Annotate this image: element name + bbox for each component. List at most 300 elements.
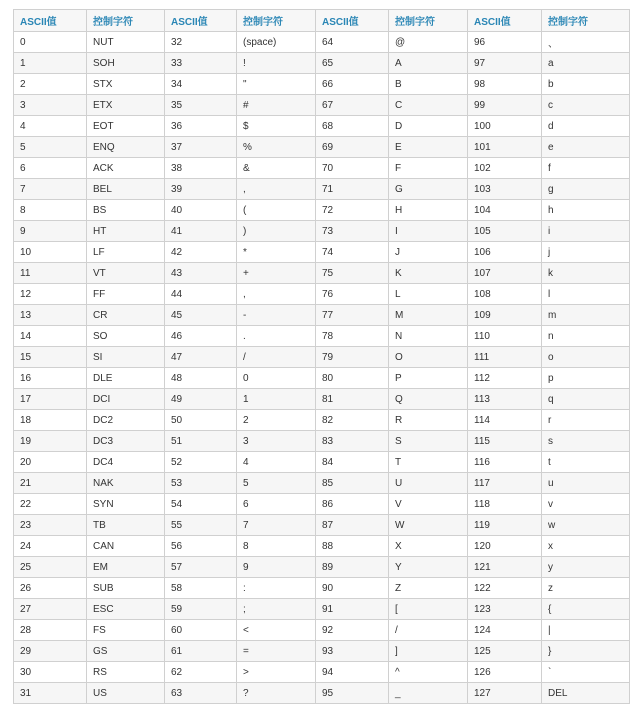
ascii-value-cell: 12	[14, 284, 87, 305]
ascii-value-cell: 121	[468, 557, 542, 578]
ascii-value-cell: 5	[14, 137, 87, 158]
control-char-cell: !	[237, 53, 316, 74]
table-row	[14, 368, 630, 389]
control-char-cell: [	[389, 599, 468, 620]
ascii-value-cell: 57	[165, 557, 237, 578]
control-char-cell: &	[237, 158, 316, 179]
control-char-cell: L	[389, 284, 468, 305]
control-char-cell: 2	[237, 410, 316, 431]
ascii-value-cell: 96	[468, 32, 542, 53]
ascii-value-cell: 101	[468, 137, 542, 158]
control-char-cell: P	[389, 368, 468, 389]
ascii-value-cell: 77	[316, 305, 389, 326]
ascii-value-cell: 26	[14, 578, 87, 599]
control-char-cell: E	[389, 137, 468, 158]
ascii-value-cell: 124	[468, 620, 542, 641]
ascii-value-cell: 125	[468, 641, 542, 662]
table-row	[14, 137, 630, 158]
ascii-value-cell: 32	[165, 32, 237, 53]
ascii-value-cell: 55	[165, 515, 237, 536]
control-char-cell: 7	[237, 515, 316, 536]
ascii-value-cell: 66	[316, 74, 389, 95]
header-control-char: 控制字符	[542, 10, 630, 32]
ascii-value-cell: 102	[468, 158, 542, 179]
control-char-cell: VT	[87, 263, 165, 284]
ascii-value-cell: 75	[316, 263, 389, 284]
ascii-value-cell: 112	[468, 368, 542, 389]
ascii-value-cell: 46	[165, 326, 237, 347]
control-char-cell: r	[542, 410, 630, 431]
ascii-value-cell: 2	[14, 74, 87, 95]
ascii-value-cell: 34	[165, 74, 237, 95]
control-char-cell: 0	[237, 368, 316, 389]
ascii-value-cell: 81	[316, 389, 389, 410]
table-row	[14, 641, 630, 662]
table-body	[14, 32, 630, 704]
control-char-cell: a	[542, 53, 630, 74]
control-char-cell: o	[542, 347, 630, 368]
table-row	[14, 410, 630, 431]
ascii-value-cell: 115	[468, 431, 542, 452]
ascii-value-cell: 116	[468, 452, 542, 473]
control-char-cell: g	[542, 179, 630, 200]
table-row	[14, 74, 630, 95]
ascii-value-cell: 85	[316, 473, 389, 494]
control-char-cell: d	[542, 116, 630, 137]
control-char-cell: =	[237, 641, 316, 662]
ascii-value-cell: 39	[165, 179, 237, 200]
ascii-value-cell: 38	[165, 158, 237, 179]
ascii-value-cell: 7	[14, 179, 87, 200]
control-char-cell: k	[542, 263, 630, 284]
ascii-value-cell: 16	[14, 368, 87, 389]
control-char-cell: DC4	[87, 452, 165, 473]
table-row	[14, 53, 630, 74]
ascii-value-cell: 58	[165, 578, 237, 599]
table-row	[14, 95, 630, 116]
table-row	[14, 179, 630, 200]
ascii-value-cell: 59	[165, 599, 237, 620]
control-char-cell: M	[389, 305, 468, 326]
control-char-cell: HT	[87, 221, 165, 242]
header-ascii-value: ASCII值	[316, 10, 389, 32]
ascii-value-cell: 90	[316, 578, 389, 599]
control-char-cell: SOH	[87, 53, 165, 74]
control-char-cell: `	[542, 662, 630, 683]
control-char-cell: ETX	[87, 95, 165, 116]
ascii-value-cell: 88	[316, 536, 389, 557]
ascii-value-cell: 33	[165, 53, 237, 74]
control-char-cell: N	[389, 326, 468, 347]
table-row	[14, 221, 630, 242]
table-row	[14, 158, 630, 179]
ascii-value-cell: 60	[165, 620, 237, 641]
control-char-cell: I	[389, 221, 468, 242]
control-char-cell: T	[389, 452, 468, 473]
ascii-value-cell: 117	[468, 473, 542, 494]
control-char-cell: J	[389, 242, 468, 263]
ascii-value-cell: 53	[165, 473, 237, 494]
control-char-cell: ENQ	[87, 137, 165, 158]
ascii-value-cell: 63	[165, 683, 237, 704]
control-char-cell: @	[389, 32, 468, 53]
control-char-cell: FS	[87, 620, 165, 641]
control-char-cell: SO	[87, 326, 165, 347]
control-char-cell: w	[542, 515, 630, 536]
ascii-value-cell: 84	[316, 452, 389, 473]
ascii-value-cell: 91	[316, 599, 389, 620]
ascii-value-cell: 4	[14, 116, 87, 137]
control-char-cell: v	[542, 494, 630, 515]
ascii-value-cell: 35	[165, 95, 237, 116]
control-char-cell: j	[542, 242, 630, 263]
ascii-value-cell: 103	[468, 179, 542, 200]
ascii-value-cell: 110	[468, 326, 542, 347]
ascii-value-cell: 70	[316, 158, 389, 179]
ascii-value-cell: 74	[316, 242, 389, 263]
control-char-cell: 6	[237, 494, 316, 515]
table-row	[14, 32, 630, 53]
ascii-value-cell: 118	[468, 494, 542, 515]
control-char-cell: W	[389, 515, 468, 536]
ascii-value-cell: 100	[468, 116, 542, 137]
ascii-value-cell: 78	[316, 326, 389, 347]
ascii-value-cell: 64	[316, 32, 389, 53]
control-char-cell: U	[389, 473, 468, 494]
table-row	[14, 620, 630, 641]
control-char-cell: ACK	[87, 158, 165, 179]
table-row	[14, 305, 630, 326]
control-char-cell: BS	[87, 200, 165, 221]
control-char-cell: H	[389, 200, 468, 221]
ascii-value-cell: 83	[316, 431, 389, 452]
ascii-value-cell: 98	[468, 74, 542, 95]
ascii-value-cell: 21	[14, 473, 87, 494]
control-char-cell: <	[237, 620, 316, 641]
control-char-cell: )	[237, 221, 316, 242]
control-char-cell: f	[542, 158, 630, 179]
table-row	[14, 431, 630, 452]
ascii-value-cell: 93	[316, 641, 389, 662]
table-row	[14, 326, 630, 347]
ascii-value-cell: 79	[316, 347, 389, 368]
control-char-cell: DC3	[87, 431, 165, 452]
ascii-value-cell: 44	[165, 284, 237, 305]
control-char-cell: .	[237, 326, 316, 347]
control-char-cell: ^	[389, 662, 468, 683]
control-char-cell: BEL	[87, 179, 165, 200]
ascii-value-cell: 95	[316, 683, 389, 704]
ascii-value-cell: 51	[165, 431, 237, 452]
control-char-cell: s	[542, 431, 630, 452]
control-char-cell: SUB	[87, 578, 165, 599]
ascii-value-cell: 40	[165, 200, 237, 221]
control-char-cell: n	[542, 326, 630, 347]
table-row	[14, 515, 630, 536]
control-char-cell: c	[542, 95, 630, 116]
control-char-cell: +	[237, 263, 316, 284]
control-char-cell: l	[542, 284, 630, 305]
header-control-char: 控制字符	[87, 10, 165, 32]
ascii-value-cell: 109	[468, 305, 542, 326]
control-char-cell: R	[389, 410, 468, 431]
control-char-cell: m	[542, 305, 630, 326]
control-char-cell: {	[542, 599, 630, 620]
control-char-cell: t	[542, 452, 630, 473]
ascii-value-cell: 76	[316, 284, 389, 305]
control-char-cell: GS	[87, 641, 165, 662]
ascii-value-cell: 28	[14, 620, 87, 641]
ascii-value-cell: 120	[468, 536, 542, 557]
control-char-cell: NAK	[87, 473, 165, 494]
ascii-value-cell: 41	[165, 221, 237, 242]
control-char-cell: p	[542, 368, 630, 389]
ascii-value-cell: 108	[468, 284, 542, 305]
control-char-cell: X	[389, 536, 468, 557]
control-char-cell: /	[389, 620, 468, 641]
ascii-table	[13, 9, 630, 704]
control-char-cell: Q	[389, 389, 468, 410]
ascii-value-cell: 17	[14, 389, 87, 410]
header-ascii-value: ASCII值	[468, 10, 542, 32]
ascii-value-cell: 56	[165, 536, 237, 557]
control-char-cell: F	[389, 158, 468, 179]
header-control-char: 控制字符	[389, 10, 468, 32]
control-char-cell: 5	[237, 473, 316, 494]
ascii-value-cell: 122	[468, 578, 542, 599]
control-char-cell: NUT	[87, 32, 165, 53]
control-char-cell: K	[389, 263, 468, 284]
ascii-value-cell: 24	[14, 536, 87, 557]
control-char-cell: |	[542, 620, 630, 641]
ascii-value-cell: 49	[165, 389, 237, 410]
control-char-cell: V	[389, 494, 468, 515]
table-row	[14, 452, 630, 473]
control-char-cell: u	[542, 473, 630, 494]
table-row	[14, 662, 630, 683]
control-char-cell: C	[389, 95, 468, 116]
table-row	[14, 557, 630, 578]
table-row	[14, 263, 630, 284]
table-row	[14, 284, 630, 305]
ascii-value-cell: 67	[316, 95, 389, 116]
ascii-value-cell: 80	[316, 368, 389, 389]
control-char-cell: 8	[237, 536, 316, 557]
table-row	[14, 599, 630, 620]
control-char-cell: B	[389, 74, 468, 95]
control-char-cell: 1	[237, 389, 316, 410]
ascii-value-cell: 42	[165, 242, 237, 263]
ascii-value-cell: 54	[165, 494, 237, 515]
control-char-cell: ,	[237, 179, 316, 200]
ascii-value-cell: 22	[14, 494, 87, 515]
control-char-cell: DCI	[87, 389, 165, 410]
table-row	[14, 494, 630, 515]
control-char-cell: SI	[87, 347, 165, 368]
ascii-value-cell: 69	[316, 137, 389, 158]
table-row	[14, 473, 630, 494]
table-row	[14, 200, 630, 221]
ascii-value-cell: 30	[14, 662, 87, 683]
ascii-value-cell: 89	[316, 557, 389, 578]
control-char-cell: >	[237, 662, 316, 683]
control-char-cell: $	[237, 116, 316, 137]
control-char-cell: b	[542, 74, 630, 95]
control-char-cell: ?	[237, 683, 316, 704]
ascii-value-cell: 47	[165, 347, 237, 368]
control-char-cell: DC2	[87, 410, 165, 431]
ascii-value-cell: 113	[468, 389, 542, 410]
ascii-value-cell: 61	[165, 641, 237, 662]
ascii-value-cell: 13	[14, 305, 87, 326]
control-char-cell: h	[542, 200, 630, 221]
control-char-cell: G	[389, 179, 468, 200]
ascii-value-cell: 106	[468, 242, 542, 263]
table-row	[14, 578, 630, 599]
control-char-cell: ,	[237, 284, 316, 305]
table-row	[14, 536, 630, 557]
ascii-value-cell: 119	[468, 515, 542, 536]
ascii-value-cell: 127	[468, 683, 542, 704]
table-row	[14, 683, 630, 704]
table-row	[14, 242, 630, 263]
control-char-cell: /	[237, 347, 316, 368]
ascii-value-cell: 99	[468, 95, 542, 116]
ascii-value-cell: 92	[316, 620, 389, 641]
ascii-value-cell: 37	[165, 137, 237, 158]
ascii-value-cell: 65	[316, 53, 389, 74]
control-char-cell: ESC	[87, 599, 165, 620]
ascii-value-cell: 18	[14, 410, 87, 431]
ascii-value-cell: 10	[14, 242, 87, 263]
header-ascii-value: ASCII值	[165, 10, 237, 32]
control-char-cell: A	[389, 53, 468, 74]
control-char-cell: 9	[237, 557, 316, 578]
ascii-value-cell: 48	[165, 368, 237, 389]
control-char-cell: (space)	[237, 32, 316, 53]
ascii-value-cell: 104	[468, 200, 542, 221]
ascii-value-cell: 23	[14, 515, 87, 536]
control-char-cell: Y	[389, 557, 468, 578]
ascii-value-cell: 71	[316, 179, 389, 200]
header-row	[14, 10, 630, 32]
control-char-cell: LF	[87, 242, 165, 263]
ascii-value-cell: 87	[316, 515, 389, 536]
ascii-value-cell: 73	[316, 221, 389, 242]
control-char-cell: -	[237, 305, 316, 326]
control-char-cell: CAN	[87, 536, 165, 557]
table-row	[14, 389, 630, 410]
table-row	[14, 116, 630, 137]
ascii-value-cell: 72	[316, 200, 389, 221]
ascii-value-cell: 126	[468, 662, 542, 683]
ascii-value-cell: 31	[14, 683, 87, 704]
ascii-value-cell: 114	[468, 410, 542, 431]
control-char-cell: FF	[87, 284, 165, 305]
control-char-cell: EOT	[87, 116, 165, 137]
control-char-cell: _	[389, 683, 468, 704]
ascii-value-cell: 43	[165, 263, 237, 284]
header-control-char: 控制字符	[237, 10, 316, 32]
control-char-cell: S	[389, 431, 468, 452]
ascii-value-cell: 25	[14, 557, 87, 578]
ascii-value-cell: 3	[14, 95, 87, 116]
ascii-value-cell: 29	[14, 641, 87, 662]
ascii-value-cell: 86	[316, 494, 389, 515]
ascii-value-cell: 94	[316, 662, 389, 683]
ascii-value-cell: 82	[316, 410, 389, 431]
table-header	[14, 10, 630, 32]
ascii-value-cell: 62	[165, 662, 237, 683]
ascii-value-cell: 97	[468, 53, 542, 74]
control-char-cell: Z	[389, 578, 468, 599]
control-char-cell: i	[542, 221, 630, 242]
control-char-cell: #	[237, 95, 316, 116]
ascii-value-cell: 6	[14, 158, 87, 179]
control-char-cell: DEL	[542, 683, 630, 704]
ascii-value-cell: 11	[14, 263, 87, 284]
control-char-cell: STX	[87, 74, 165, 95]
control-char-cell: CR	[87, 305, 165, 326]
control-char-cell: 3	[237, 431, 316, 452]
ascii-value-cell: 27	[14, 599, 87, 620]
control-char-cell: 4	[237, 452, 316, 473]
ascii-value-cell: 14	[14, 326, 87, 347]
ascii-value-cell: 50	[165, 410, 237, 431]
ascii-value-cell: 8	[14, 200, 87, 221]
control-char-cell: :	[237, 578, 316, 599]
ascii-value-cell: 19	[14, 431, 87, 452]
ascii-value-cell: 111	[468, 347, 542, 368]
ascii-value-cell: 52	[165, 452, 237, 473]
ascii-value-cell: 68	[316, 116, 389, 137]
control-char-cell: *	[237, 242, 316, 263]
control-char-cell: TB	[87, 515, 165, 536]
ascii-value-cell: 0	[14, 32, 87, 53]
table-row	[14, 347, 630, 368]
ascii-value-cell: 45	[165, 305, 237, 326]
control-char-cell: (	[237, 200, 316, 221]
control-char-cell: }	[542, 641, 630, 662]
control-char-cell: DLE	[87, 368, 165, 389]
ascii-value-cell: 123	[468, 599, 542, 620]
ascii-value-cell: 36	[165, 116, 237, 137]
ascii-value-cell: 15	[14, 347, 87, 368]
ascii-value-cell: 20	[14, 452, 87, 473]
control-char-cell: x	[542, 536, 630, 557]
control-char-cell: ;	[237, 599, 316, 620]
ascii-value-cell: 9	[14, 221, 87, 242]
control-char-cell: RS	[87, 662, 165, 683]
control-char-cell: EM	[87, 557, 165, 578]
control-char-cell: O	[389, 347, 468, 368]
header-ascii-value: ASCII值	[14, 10, 87, 32]
ascii-value-cell: 107	[468, 263, 542, 284]
control-char-cell: D	[389, 116, 468, 137]
control-char-cell: y	[542, 557, 630, 578]
control-char-cell: "	[237, 74, 316, 95]
control-char-cell: %	[237, 137, 316, 158]
ascii-value-cell: 105	[468, 221, 542, 242]
control-char-cell: ]	[389, 641, 468, 662]
control-char-cell: z	[542, 578, 630, 599]
control-char-cell: e	[542, 137, 630, 158]
control-char-cell: q	[542, 389, 630, 410]
control-char-cell: SYN	[87, 494, 165, 515]
ascii-value-cell: 1	[14, 53, 87, 74]
control-char-cell: US	[87, 683, 165, 704]
control-char-cell: 、	[542, 32, 630, 53]
